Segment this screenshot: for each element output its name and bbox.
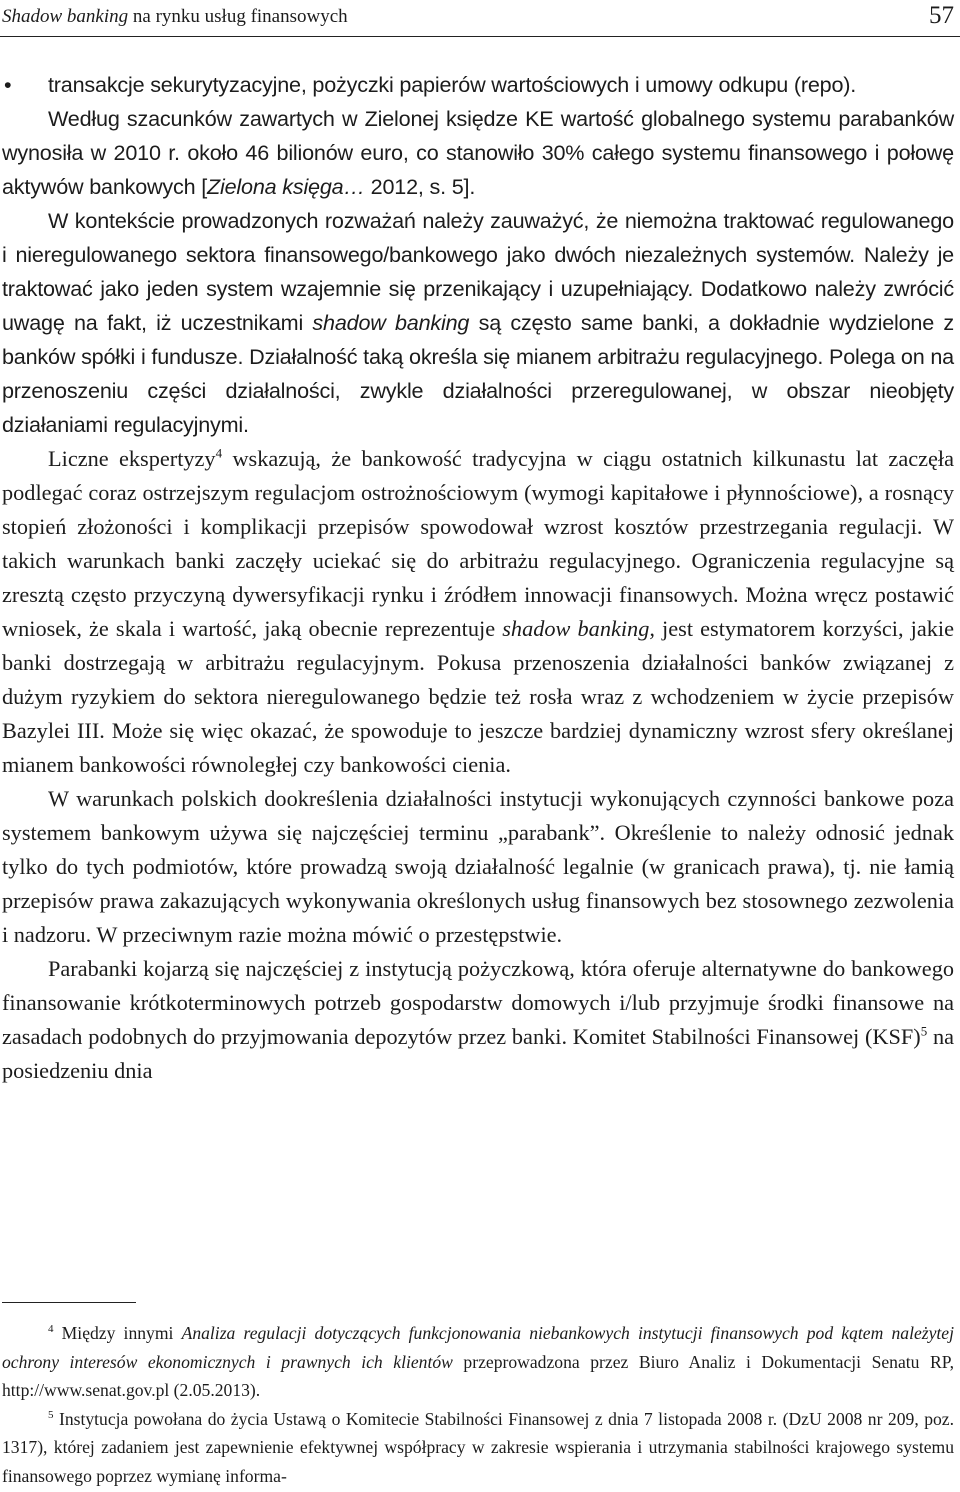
p2-a: W kontekście prowadzonych rozważań należy zauważyć, że niemożna traktować regulowanego i nieregulowanego sektora finansowego/bankowego jako dwóch niezależnych systemów. Należy je traktować jako jeden system wzajemnie się przenikający i uzupełniający. Dodatkowo należy zwrócić uwagę na fakt, iż uczestnikami xyxy=(2,208,954,335)
p2-italic: shadow banking xyxy=(312,310,470,335)
body-text xyxy=(2,68,954,1088)
page-number: 57 xyxy=(929,2,954,29)
footnote-ref-5[interactable]: 5 xyxy=(920,1023,928,1039)
footnote-4 xyxy=(2,1319,954,1405)
paragraph-1 xyxy=(2,102,954,204)
p3-a: Liczne ekspertyzy xyxy=(48,446,216,471)
p1-citation: Zielona księga… xyxy=(207,174,365,199)
footnote-number: 4 xyxy=(48,1323,54,1336)
footnote-ref-4[interactable]: 4 xyxy=(215,445,223,461)
p5-a: Parabanki kojarzą się najczęściej z instytucją pożyczkową, która oferuje alternatywne do bankowego finansowanie krótkoterminowych potrzeb gospodarstw domowych i/lub przyjmuje środki finansowe na zasadach podobnych do przyjmowania depozytów przez banki. Komitet Stabilności Finansowej (KSF) xyxy=(2,956,954,1049)
p3-c: jest estymatorem korzyści, jakie banki dostrzegają w arbitrażu regulacyjnym. Pokusa przenoszenia działalności banków związanej z dużym ryzykiem do sektora nieregulowanego będzie też rosła wraz z wchodzeniem w życie przepisów Bazylei III. Może się więc okazać, że spowoduje to jeszcze bardziej dynamiczny wzrost sfery określanej mianem bankowości równoległej czy bankowości cienia. xyxy=(2,616,955,777)
p1-text: Według szacunków zawartych w Zielonej księdze KE wartość globalnego systemu parabanków wynosiła w 2010 r. około 46 bilionów euro, co stanowiło 30% całego systemu finansowego i połowę aktywów bankowych [ xyxy=(2,106,954,199)
p1-citation-rest: 2012, s. 5]. xyxy=(364,174,476,199)
running-head xyxy=(2,6,348,28)
bullet-item xyxy=(2,68,954,102)
p2-b: są często same banki, a dokładnie wydzielone z banków spółki i fundusze. Działalność taką określa się mianem arbitrażu regulacyjnego. Polega on na przenoszeniu części działalności, zwykle działalności przeregulowanej, w obszar nieobjęty działaniami regulacyjnymi. xyxy=(2,310,954,437)
footnote-4-a: Między innymi xyxy=(53,1323,182,1343)
paragraph-4 xyxy=(2,782,954,952)
p3-italic: shadow banking, xyxy=(502,616,655,641)
footnote-divider xyxy=(2,1302,136,1303)
paragraph-2 xyxy=(2,204,954,442)
paragraph-3 xyxy=(2,442,954,782)
p4-text: W warunkach polskich dookreślenia działalności instytucji wykonujących czynności bankowe poza systemem bankowym używa się najczęściej terminu „parabank”. Określenie to należy odnosić jednak tylko do tych podmiotów, które prowadzą swoją działalność legalnie (w granicach prawa), tj. nie łamią przepisów prawa zakazujących wykonywania określonych usług finansowych bez stosownego zezwolenia i nadzoru. W przeciwnym razie można mówić o przestępstwie. xyxy=(2,786,954,947)
running-head-italic: Shadow banking xyxy=(2,6,129,27)
page-header xyxy=(0,0,960,37)
footnote-5 xyxy=(2,1405,954,1491)
running-head-rest: na rynku usług finansowych xyxy=(128,6,348,27)
p5-b: na posiedzeniu dnia xyxy=(2,1024,955,1083)
footnote-5-a: Instytucja powołana do życia Ustawą o Komitecie Stabilności Finansowej z dnia 7 listopada 2008 r. (DzU 2008 nr 209, poz. 1317), której zadaniem jest zapewnienie efektywnej współpracy w zakresie wspierania i utrzymania stabilności krajowego systemu finansowego poprzez wymianę informa- xyxy=(2,1408,954,1486)
bullet-text: transakcje sekurytyzacyjne, pożyczki papierów wartościowych i umowy odkupu (repo). xyxy=(48,72,857,97)
footnote-4-italic: Analiza regulacji dotyczących funkcjonowania niebankowych instytucji finansowych pod kątem należytej ochrony interesów ekonomicznych i prawnych ich klientów xyxy=(2,1323,955,1372)
p3-b: wskazują, że bankowość tradycyjna w ciągu ostatnich kilkunastu lat zaczęła podlegać coraz ostrzejszym regulacjom ostrożnościowym (wymogi kapitałowe i płynnościowe), a rosnący stopień złożoności i komplikacji przepisów spowodował wzrost kosztów przestrzegania regulacji. W takich warunkach banki zaczęły uciekać się do arbitrażu regulacyjnego. Ograniczenia regulacyjne są zresztą często przyczyną dywersyfikacji rynku i źródłem innowacji finansowych. Można wręcz postawić wniosek, że skala i wartość, jaką obecnie reprezentuje xyxy=(2,446,954,641)
footnotes xyxy=(2,1319,954,1490)
footnote-4-b: przeprowadzona przez Biuro Analiz i Dokumentacji Senatu RP, http://www.senat.gov.pl (2.05.2013). xyxy=(2,1351,954,1400)
bullet-icon: • xyxy=(4,72,12,97)
paragraph-5 xyxy=(2,952,954,1088)
footnote-number: 5 xyxy=(48,1408,54,1421)
